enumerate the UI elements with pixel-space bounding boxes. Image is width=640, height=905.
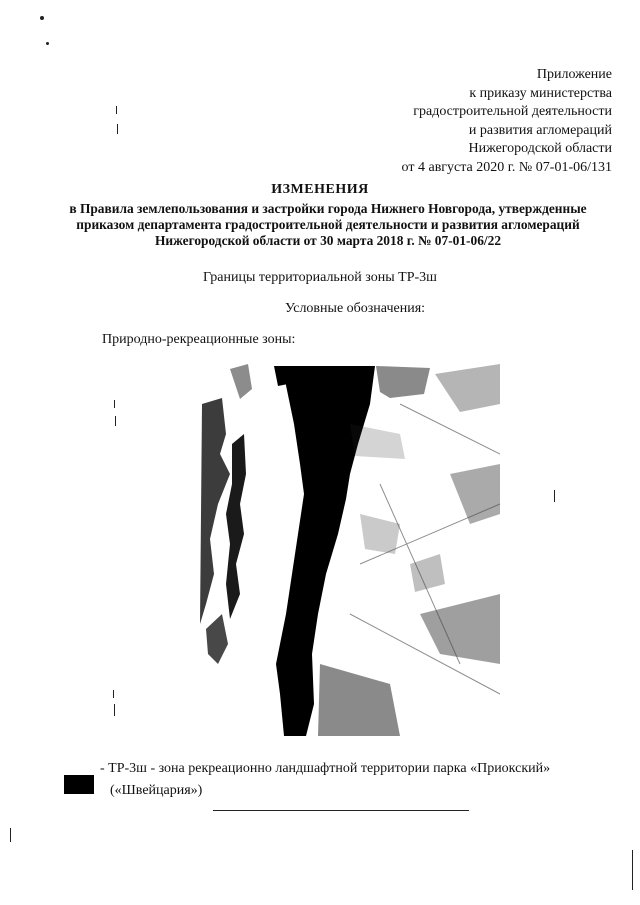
appendix-line: градостроительной деятельности xyxy=(413,104,612,119)
scan-speck xyxy=(114,400,115,408)
appendix-line: к приказу министерства xyxy=(469,85,612,101)
scan-speck xyxy=(46,42,49,45)
document-subtitle xyxy=(40,201,616,249)
scan-speck xyxy=(10,828,11,842)
appendix-line: Нижегородской области xyxy=(468,141,612,156)
subtitle-line: в Правила землепользования и застройки города Нижнего Новгорода, утвержденные xyxy=(69,201,587,216)
scan-speck xyxy=(40,16,44,20)
legend-swatch-tr3sh xyxy=(64,775,94,794)
scan-speck xyxy=(554,490,555,502)
subtitle-line: Нижегородской области от 30 марта 2018 г. № 07-01-06/22 xyxy=(154,233,502,248)
appendix-block xyxy=(402,66,612,177)
scan-speck xyxy=(113,690,114,698)
scan-speck xyxy=(632,850,633,890)
scan-speck xyxy=(117,124,118,134)
bottom-divider xyxy=(213,810,469,811)
appendix-line: и развития агломераций xyxy=(468,122,612,138)
scan-speck xyxy=(116,106,117,114)
natural-zones-label: Природно-рекреационные зоны: xyxy=(102,332,296,347)
legend-description xyxy=(100,758,550,802)
appendix-line: Приложение xyxy=(536,67,612,82)
legend-line: («Швейцария») xyxy=(110,783,203,798)
subtitle-line: приказом департамента градостроительной деятельности и развития агломераций xyxy=(76,217,580,232)
appendix-line: от 4 августа 2020 г. № 07-01-06/131 xyxy=(401,159,612,175)
legend-heading: Условные обозначения: xyxy=(285,301,426,316)
zone-boundaries-heading: Границы территориальной зоны ТР-3ш xyxy=(203,270,437,285)
zone-map xyxy=(200,364,500,739)
document-title: ИЗМЕНЕНИЯ xyxy=(271,182,369,197)
scan-speck xyxy=(114,704,115,716)
scan-speck xyxy=(115,416,116,426)
legend-line: - ТР-3ш - зона рекреационно ландшафтной территории парка «Приокский» xyxy=(100,761,551,776)
